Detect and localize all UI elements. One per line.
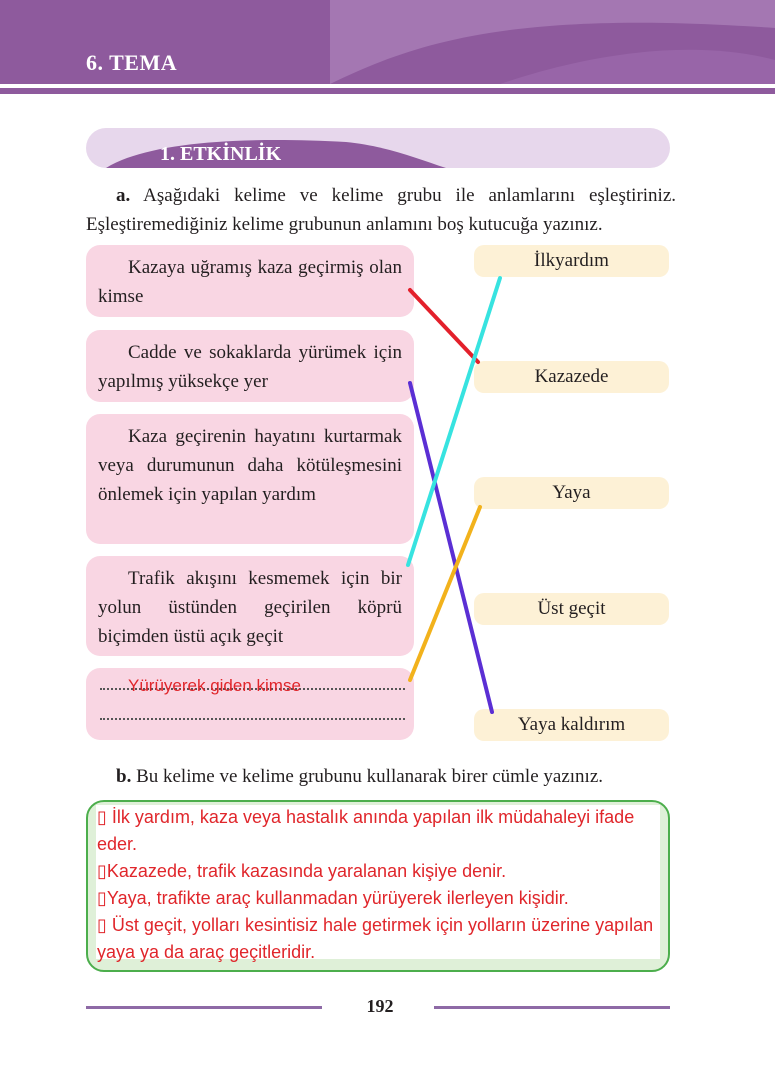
instruction-b bbox=[86, 766, 603, 788]
definition-text: Cadde ve sokaklarda yürümek için yapılmış yüksekçe yer bbox=[98, 342, 402, 392]
theme-title: 6. TEMA bbox=[86, 50, 178, 75]
bullet-icon: ▯ bbox=[97, 807, 107, 827]
term-ilkyardim: İlkyardım bbox=[474, 245, 669, 277]
part-b-text: Bu kelime ve kelime grubunu kullanarak birer cümle yazınız. bbox=[136, 766, 603, 787]
bullet-icon: ▯ bbox=[97, 861, 107, 881]
footer-line-right bbox=[434, 1006, 670, 1009]
answer-line-4: ▯ Üst geçit, yolları kesintisiz hale getirmek için yolların üzerine yapılan yaya ya da araç geçitleridir. bbox=[97, 915, 654, 962]
term-yaya-kaldirim: Yaya kaldırım bbox=[474, 709, 669, 741]
definition-text: Trafik akışını kesmemek için bir yolun üstünden geçirilen köprü biçimden üstü açık geçit bbox=[98, 568, 402, 647]
answer-line-3: ▯Yaya, trafikte araç kullanmadan yürüyerek ilerleyen kişidir. bbox=[97, 888, 569, 908]
activity-title: 1. ETKİNLİK bbox=[160, 143, 282, 165]
handwritten-answer: Yürüyerek giden kimse bbox=[128, 676, 301, 695]
part-a-text: Aşağıdaki kelime ve kelime grubu ile anlamlarını eşleştiriniz. Eşleştiremediğiniz kelime grubunun anlamını boş kutucuğa yazınız. bbox=[86, 185, 677, 235]
term-yaya: Yaya bbox=[474, 477, 669, 509]
match-line-kazazede bbox=[410, 290, 478, 362]
bullet-icon: ▯ bbox=[97, 915, 107, 935]
part-a-label: a. bbox=[116, 185, 131, 206]
match-line-yaya bbox=[410, 507, 480, 680]
match-line-ilkyardim bbox=[408, 278, 500, 565]
term-ust-gecit: Üst geçit bbox=[474, 593, 669, 625]
term-kazazede: Kazazede bbox=[474, 361, 669, 393]
answer-line-2: ▯Kazazede, trafik kazasında yaralanan kişiye denir. bbox=[97, 861, 507, 881]
answer-line-1: ▯ İlk yardım, kaza veya hastalık anında yapılan ilk müdahaleyi ifade eder. bbox=[97, 807, 635, 854]
definition-text: Kazaya uğramış kaza geçirmiş olan kimse bbox=[98, 257, 402, 307]
page-number: 192 bbox=[366, 996, 394, 1016]
part-b-label: b. bbox=[116, 766, 132, 787]
definition-text: Kaza geçirenin hayatını kurtarmak veya durumunun daha kötüleşmesini önlemek için yapılan yardım bbox=[98, 426, 402, 505]
bullet-icon: ▯ bbox=[97, 888, 107, 908]
footer-line-left bbox=[86, 1006, 322, 1009]
answer-text bbox=[97, 804, 667, 966]
